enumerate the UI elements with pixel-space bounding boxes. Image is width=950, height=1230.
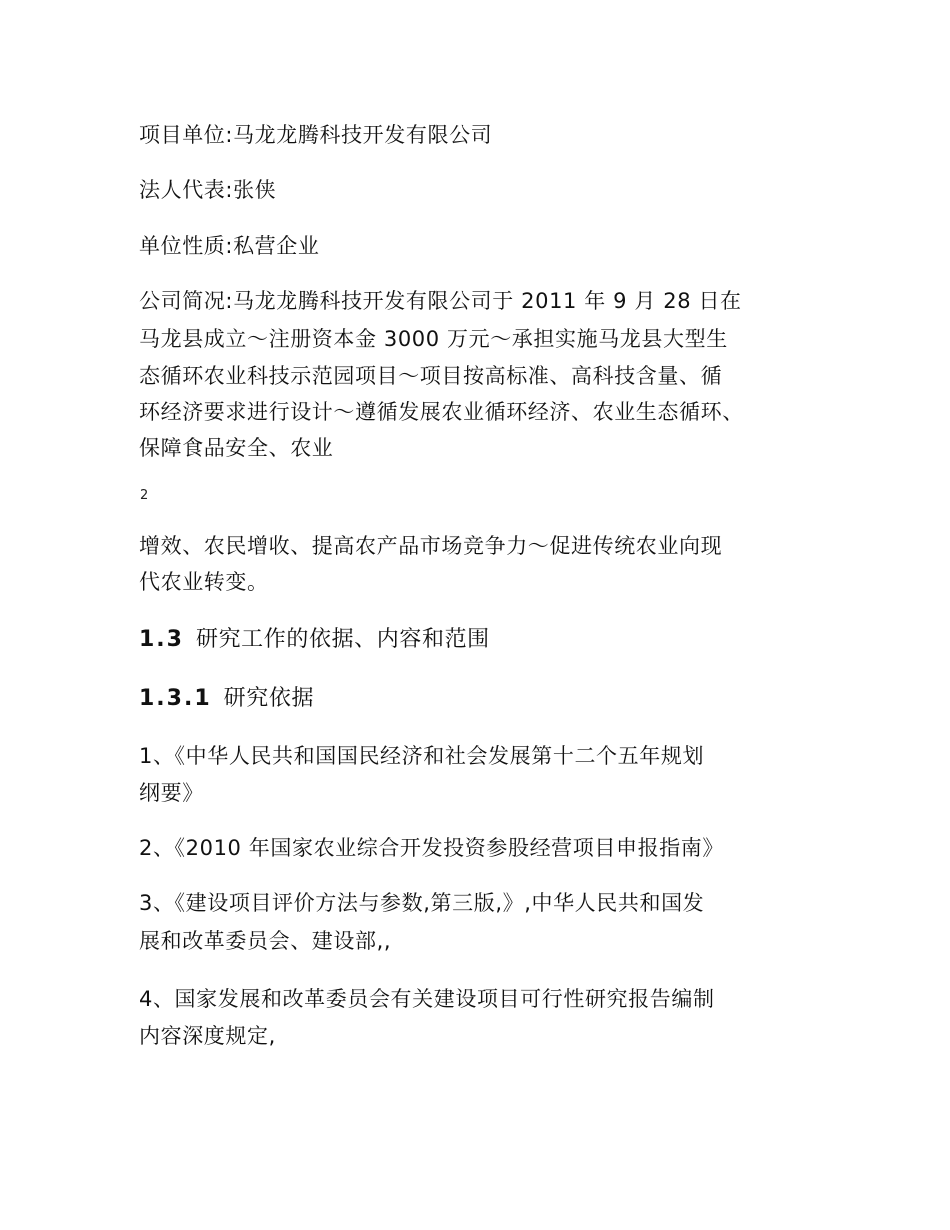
project-unit-line: 项目单位:马龙龙腾科技开发有限公司 [139, 123, 493, 147]
section-number: 1.3 [139, 627, 184, 652]
list-item-line: 4、国家发展和改革委员会有关建设项目可行性研究报告编制 [139, 987, 715, 1011]
paragraph-line: 态循环农业科技示范园项目～项目按高标准、高科技含量、循 [139, 364, 723, 388]
section-title: 研究工作的依据、内容和范围 [195, 627, 490, 652]
list-item-line: 纲要》 [139, 781, 204, 805]
list-item-line: 3、《建设项目评价方法与参数,第三版,》,中华人民共和国发 [139, 891, 705, 915]
list-item-line: 1、《中华人民共和国国民经济和社会发展第十二个五年规划 [139, 744, 705, 768]
paragraph-line: 代农业转变。 [139, 570, 269, 594]
list-item-line: 2、《2010 年国家农业综合开发投资参股经营项目申报指南》 [139, 836, 724, 860]
list-item-line: 内容深度规定, [139, 1024, 276, 1048]
list-item-line: 展和改革委员会、建设部,, [139, 929, 392, 953]
unit-nature-line: 单位性质:私营企业 [139, 234, 320, 258]
paragraph-line: 保障食品安全、农业 [139, 436, 334, 460]
paragraph-line: 环经济要求进行设计～遵循发展农业循环经济、农业生态循环、 [139, 400, 744, 424]
section-heading-1-3-1 [139, 684, 314, 714]
section-heading-1-3 [139, 625, 490, 655]
paragraph-line: 增效、农民增收、提高农产品市场竞争力～促进传统农业向现 [139, 534, 723, 558]
paragraph-line: 马龙县成立～注册资本金 3000 万元～承担实施马龙县大型生 [139, 327, 728, 351]
section-title: 研究依据 [223, 686, 315, 711]
section-number: 1.3.1 [139, 686, 212, 711]
legal-representative-line: 法人代表:张侠 [139, 178, 277, 202]
page-number: 2 [140, 488, 149, 503]
paragraph-line: 公司简况:马龙龙腾科技开发有限公司于 2011 年 9 月 28 日在 [139, 289, 742, 313]
